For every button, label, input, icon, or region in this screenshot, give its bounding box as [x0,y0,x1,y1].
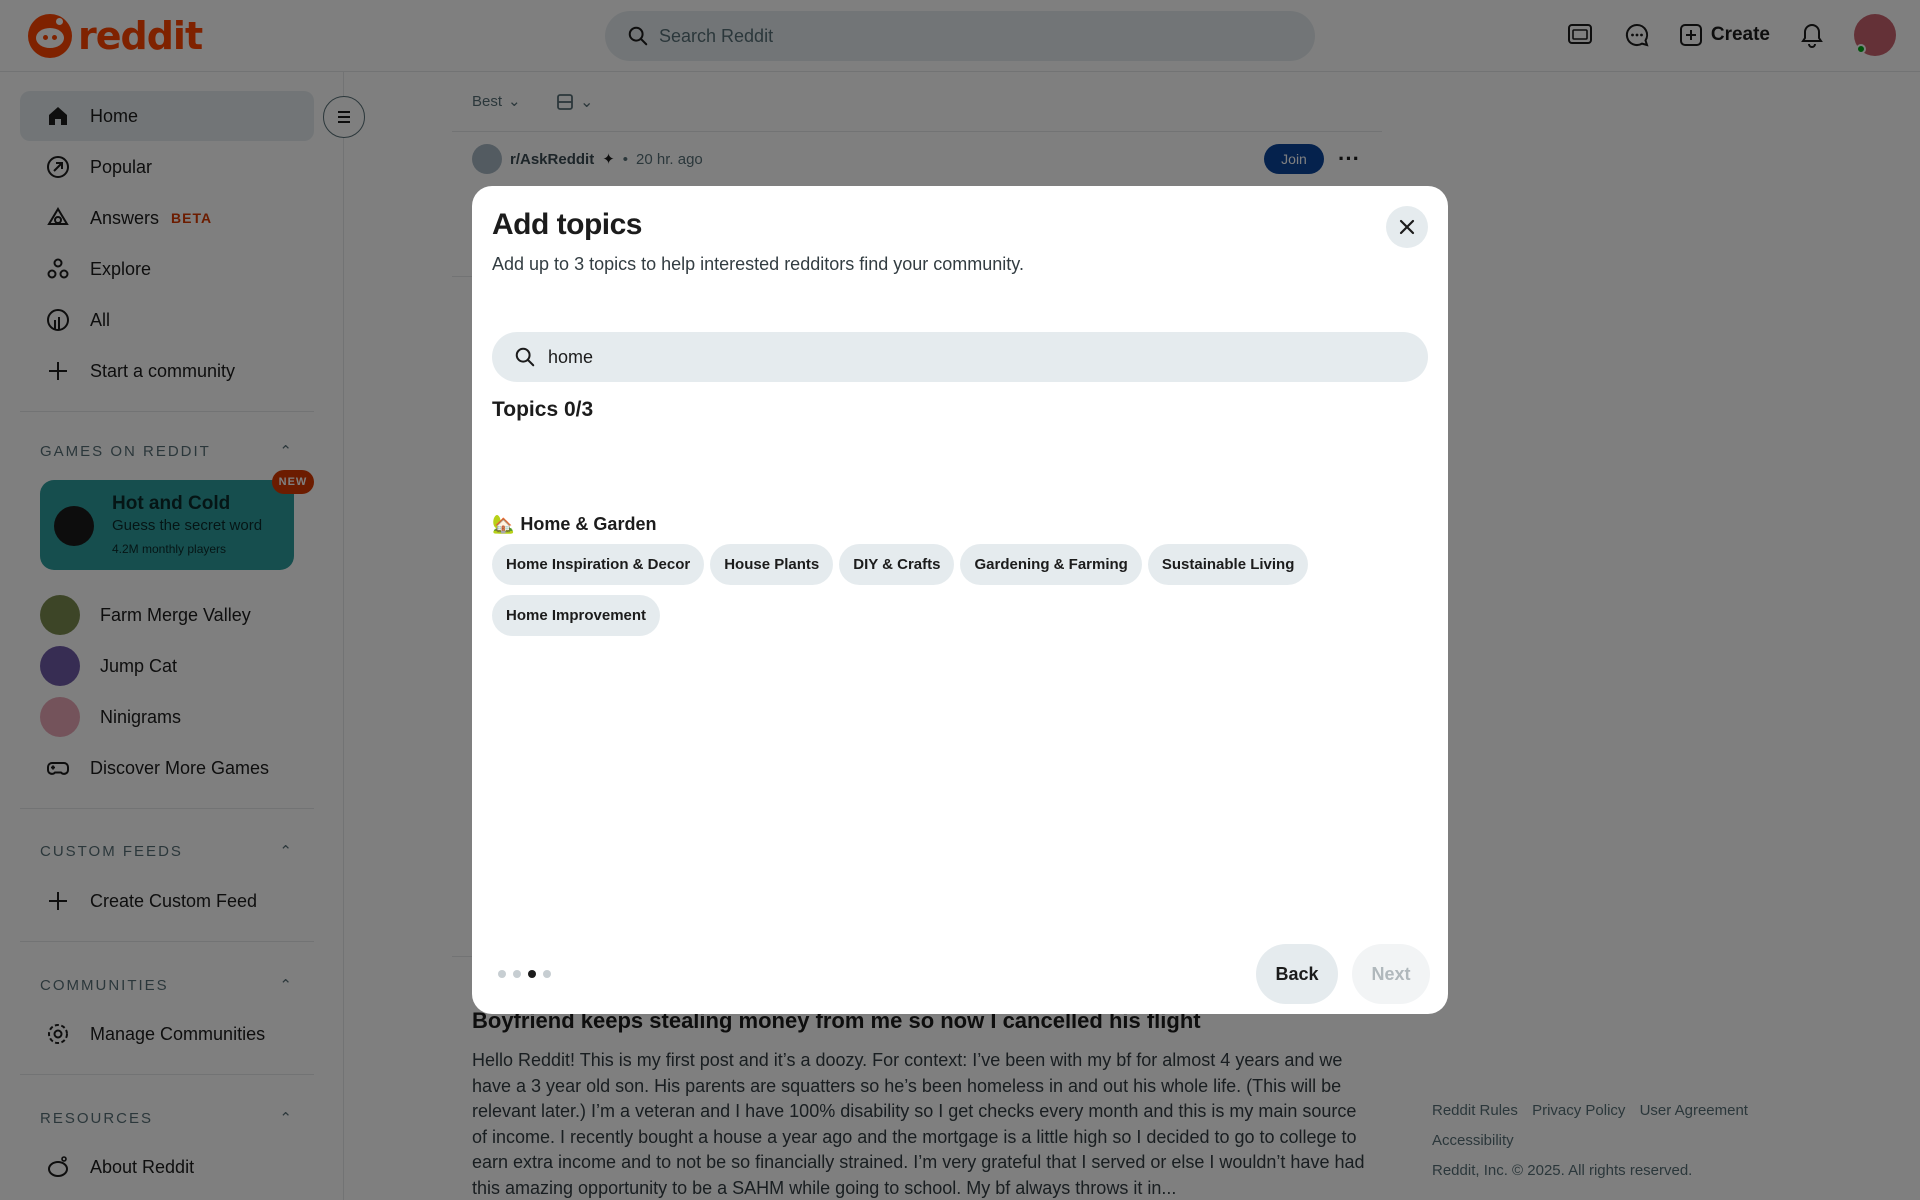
topic-search-input[interactable] [548,347,1408,368]
topic-chip-sustainable-living[interactable]: Sustainable Living [1148,544,1309,585]
search-icon [514,346,536,368]
step-dot [528,970,536,978]
topic-chips [492,544,1432,636]
category-header [492,514,656,535]
back-button[interactable]: Back [1256,944,1338,1004]
topic-search-field[interactable] [492,332,1428,382]
topic-chip-home-inspiration-decor[interactable]: Home Inspiration & Decor [492,544,704,585]
step-dot [543,970,551,978]
step-dot [513,970,521,978]
topic-chip-diy-crafts[interactable]: DIY & Crafts [839,544,954,585]
add-topics-modal [472,186,1448,1014]
close-button[interactable] [1386,206,1428,248]
topic-chip-gardening-farming[interactable]: Gardening & Farming [960,544,1141,585]
close-icon [1398,218,1416,236]
house-icon: 🏡 [492,514,515,534]
modal-subtitle: Add up to 3 topics to help interested redditors find your community. [492,254,1024,274]
next-button[interactable]: Next [1352,944,1430,1004]
topic-chip-home-improvement[interactable]: Home Improvement [492,595,660,636]
topic-chip-house-plants[interactable]: House Plants [710,544,833,585]
step-dot [498,970,506,978]
category-name: Home & Garden [520,514,657,534]
topics-count: Topics 0/3 [492,398,594,421]
modal-title: Add topics [492,208,642,241]
step-indicator [498,970,551,978]
